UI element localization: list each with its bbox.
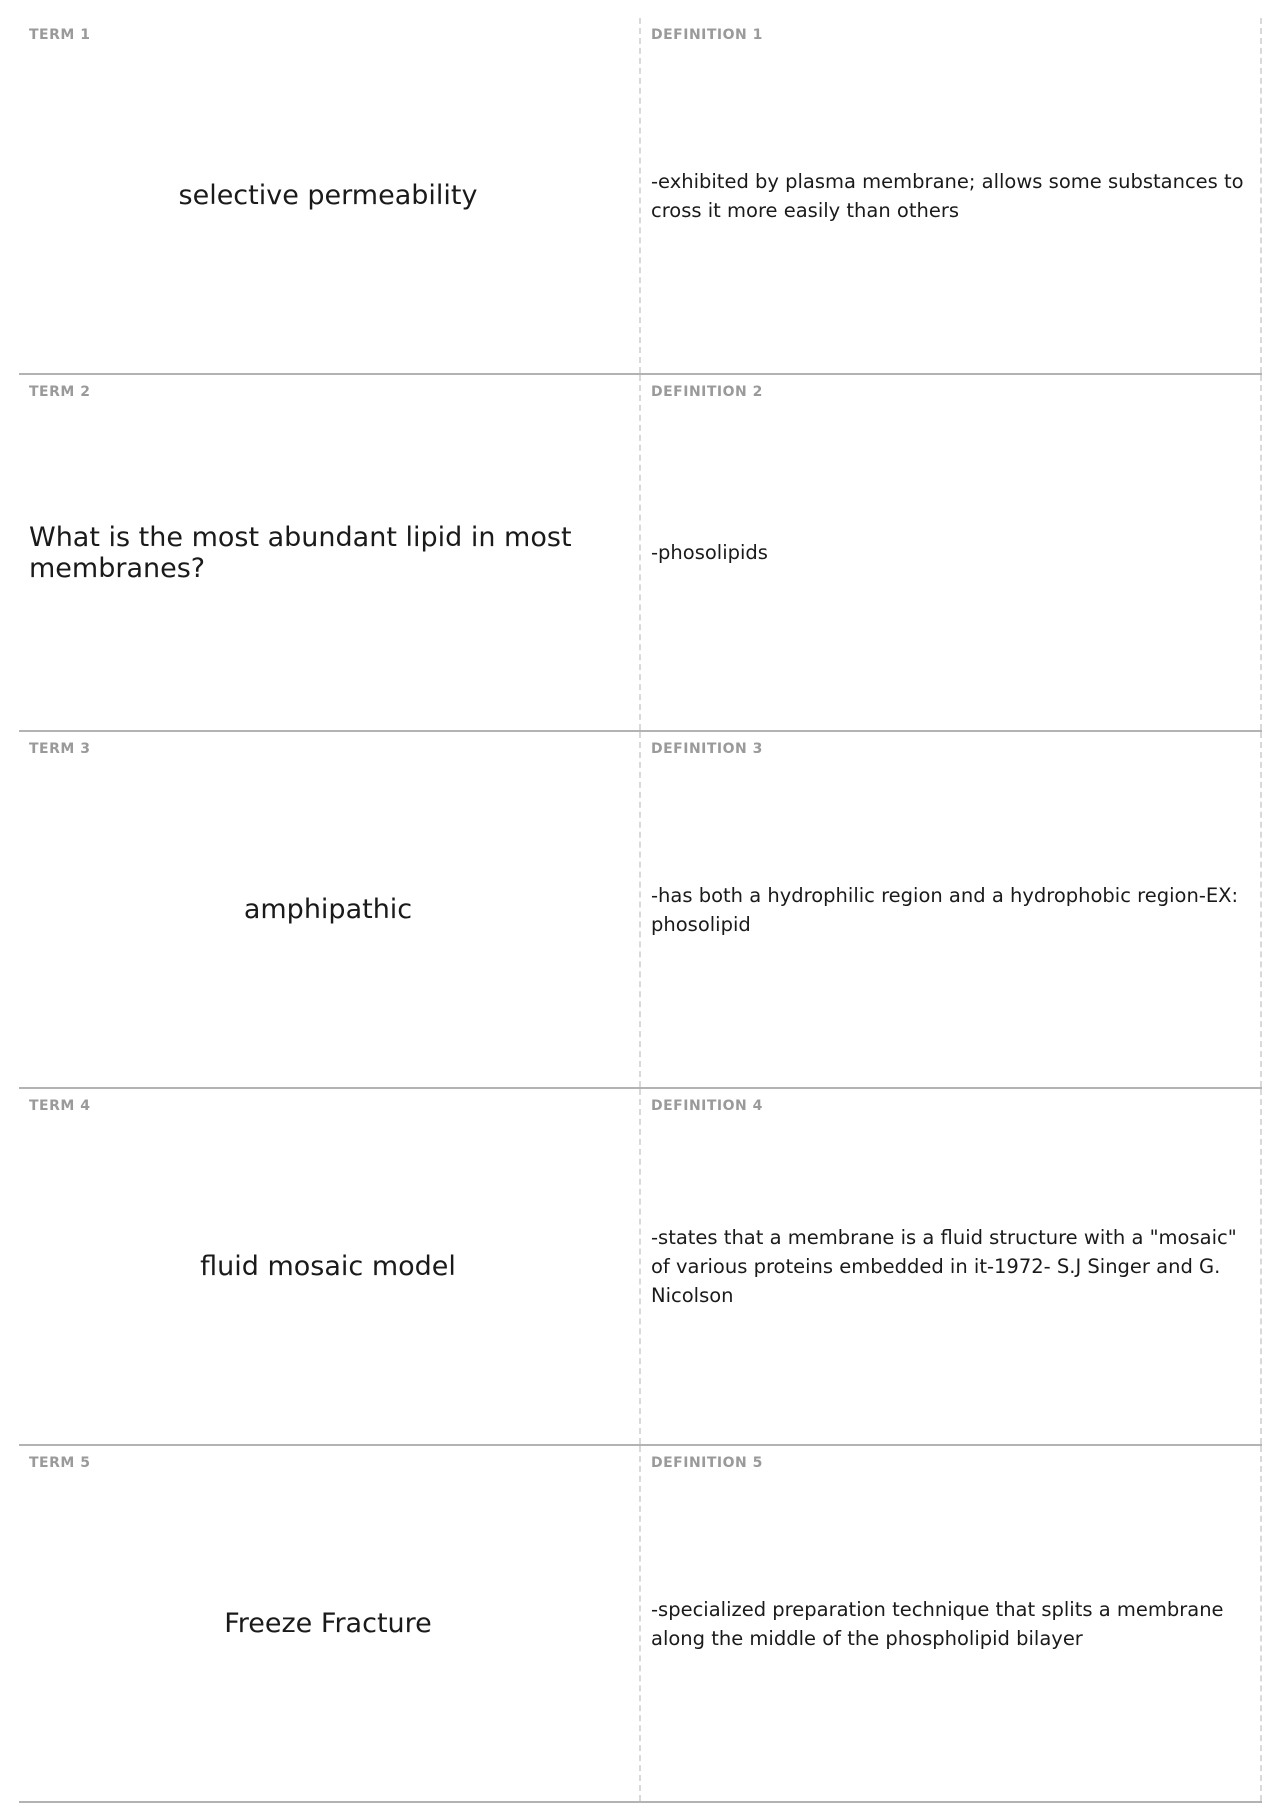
definition-label: DEFINITION 3 — [651, 741, 763, 757]
definition-cell — [641, 18, 1262, 373]
flashcard-row — [19, 375, 1262, 732]
definition-text: -phosolipids — [651, 541, 768, 564]
definition-content — [651, 375, 1248, 730]
definition-text: -exhibited by plasma membrane; allows some substances to cross it more easily than others — [651, 169, 1244, 222]
definition-cell — [641, 1446, 1262, 1801]
term-text: Freeze Fracture — [224, 1608, 432, 1639]
definition-content — [651, 732, 1248, 1087]
definition-cell — [641, 1089, 1262, 1444]
term-content — [29, 18, 627, 373]
term-cell — [19, 732, 641, 1087]
definition-content — [651, 18, 1248, 373]
definition-cell — [641, 375, 1262, 730]
definition-label: DEFINITION 5 — [651, 1455, 763, 1471]
term-label: TERM 3 — [29, 741, 91, 757]
term-text: What is the most abundant lipid in most membranes? — [29, 521, 572, 584]
term-cell — [19, 1446, 641, 1801]
definition-content — [651, 1089, 1248, 1444]
flashcard-row — [19, 18, 1262, 375]
flashcard-row — [19, 1089, 1262, 1446]
definition-cell — [641, 732, 1262, 1087]
term-text: amphipathic — [243, 894, 413, 925]
definition-text: -specialized preparation technique that splits a membrane along the middle of the phospholipid bilayer — [651, 1597, 1224, 1650]
definition-label: DEFINITION 4 — [651, 1098, 763, 1114]
term-content — [29, 1446, 627, 1801]
flashcard-row — [19, 1446, 1262, 1803]
definition-content — [651, 1446, 1248, 1801]
flashcard-sheet — [19, 18, 1262, 1803]
term-label: TERM 4 — [29, 1098, 91, 1114]
term-cell — [19, 375, 641, 730]
term-text: fluid mosaic model — [200, 1251, 456, 1282]
term-content — [29, 375, 627, 730]
term-text: selective permeability — [178, 180, 478, 211]
definition-label: DEFINITION 1 — [651, 27, 763, 43]
term-label: TERM 5 — [29, 1455, 91, 1471]
definition-text: -has both a hydrophilic region and a hydrophobic region-EX: phosolipid — [651, 883, 1239, 936]
definition-label: DEFINITION 2 — [651, 384, 763, 400]
term-label: TERM 1 — [29, 27, 91, 43]
flashcard-row — [19, 732, 1262, 1089]
term-label: TERM 2 — [29, 384, 91, 400]
definition-text: -states that a membrane is a fluid structure with a "mosaic" of various proteins embedded in it-1972- S.J Singer and G. Nicolson — [651, 1226, 1237, 1307]
term-content — [29, 732, 627, 1087]
term-content — [29, 1089, 627, 1444]
term-cell — [19, 1089, 641, 1444]
term-cell — [19, 18, 641, 373]
